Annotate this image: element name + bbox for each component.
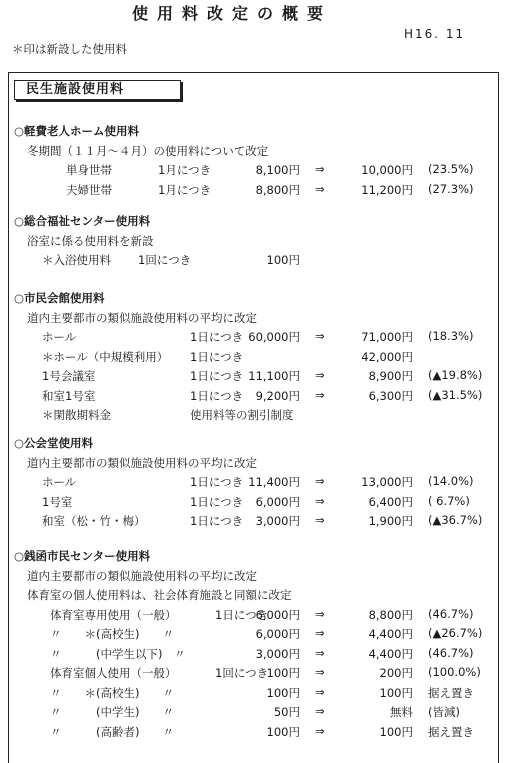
old-fee: 100円 bbox=[266, 253, 300, 267]
fee-unit: 使用料等の割引制度 bbox=[190, 408, 294, 422]
fee-row bbox=[0, 346, 507, 364]
fee-row bbox=[0, 662, 507, 680]
old-fee: 11,400円 bbox=[248, 475, 300, 489]
change-arrow: ⇒ bbox=[315, 645, 325, 660]
change-arrow: ⇒ bbox=[315, 684, 325, 699]
group-description: 冬期間（１１月〜４月）の使用料について改定 bbox=[27, 143, 269, 158]
fee-item-name: ホール bbox=[42, 330, 77, 344]
group-description: 道内主要都市の類似施設使用料の平均に改定 bbox=[27, 568, 257, 583]
group-description: 体育室の個人使用料は、社会体育施設と同額に改定 bbox=[27, 588, 292, 602]
group-description: 道内主要都市の類似施設使用料の平均に改定 bbox=[27, 455, 257, 470]
change-rate: (▲36.7%) bbox=[428, 513, 483, 527]
fee-row bbox=[0, 623, 507, 641]
group-description-line bbox=[0, 140, 507, 158]
fee-unit: 1日につき bbox=[190, 514, 244, 528]
fee-unit: 1日につき bbox=[190, 388, 244, 403]
change-arrow: ⇒ bbox=[315, 329, 325, 343]
document-date: H16. 11 bbox=[404, 27, 466, 41]
new-fee: 4,400円 bbox=[368, 646, 413, 661]
fee-item-name: ＊閑散期料金 bbox=[42, 408, 111, 422]
change-arrow: ⇒ bbox=[315, 368, 325, 382]
change-rate: (100.0%) bbox=[428, 665, 481, 679]
fee-item-name: 〃 (中学生以下) 〃 bbox=[50, 646, 186, 661]
page-title: 使用料改定の概要 bbox=[132, 4, 333, 23]
fee-row bbox=[0, 643, 507, 661]
group-heading: ○銭函市民センター使用料 bbox=[14, 549, 151, 563]
group-heading: ○総合福祉センター使用料 bbox=[14, 214, 151, 228]
fee-item-name: 体育室個人使用（一般） bbox=[50, 666, 177, 680]
fee-row bbox=[0, 471, 507, 489]
fee-row bbox=[0, 604, 507, 622]
group-description: 道内主要都市の類似施設使用料の平均に改定 bbox=[27, 310, 257, 325]
fee-item-name: 〃 ＊(高校生) 〃 bbox=[50, 685, 174, 700]
change-rate: (18.3%) bbox=[428, 329, 474, 343]
group-heading: ○軽費老人ホーム使用料 bbox=[14, 124, 140, 138]
change-arrow: ⇒ bbox=[315, 181, 325, 196]
section-title: 民生施設使用料 bbox=[26, 82, 125, 97]
fee-unit: 1日につき bbox=[190, 349, 244, 364]
fee-row bbox=[0, 510, 507, 528]
change-rate: (14.0%) bbox=[428, 474, 474, 488]
new-fee: 11,200円 bbox=[361, 182, 413, 197]
old-fee: 8,100円 bbox=[255, 163, 300, 177]
change-rate: (46.7%) bbox=[428, 645, 474, 660]
fee-item-name: 単身世帯 bbox=[66, 163, 112, 177]
fee-item-name: ＊ホール（中規模利用） bbox=[42, 349, 169, 364]
old-fee: 60,000円 bbox=[248, 330, 300, 344]
change-arrow: ⇒ bbox=[315, 723, 325, 738]
fee-unit: 1回につき bbox=[138, 253, 192, 267]
new-fee: 42,000円 bbox=[361, 349, 413, 364]
group-heading-line bbox=[0, 120, 507, 138]
change-rate: 据え置き bbox=[428, 724, 474, 739]
group-description-line bbox=[0, 584, 507, 602]
fee-unit: 1日につき bbox=[190, 475, 244, 489]
new-fee: 6,400円 bbox=[368, 494, 413, 509]
fee-row bbox=[0, 249, 507, 267]
group-heading-line bbox=[0, 287, 507, 305]
fee-item-name: 体育室専用使用（一般） bbox=[50, 607, 177, 622]
fee-item-name: 和室1号室 bbox=[42, 388, 96, 403]
change-rate: (▲26.7%) bbox=[428, 626, 483, 640]
fee-row bbox=[0, 326, 507, 344]
old-fee: 100円 bbox=[266, 666, 300, 680]
fee-unit: 1月につき bbox=[158, 163, 212, 177]
new-fee: 100円 bbox=[379, 724, 413, 739]
group-description-line bbox=[0, 307, 507, 325]
fee-item-name: 〃 ＊(高校生) 〃 bbox=[50, 627, 174, 641]
change-rate: (▲19.8%) bbox=[428, 368, 483, 382]
fee-item-name: 1号会議室 bbox=[42, 369, 96, 383]
fee-unit: 1日につき bbox=[190, 494, 244, 509]
fee-item-name: ホール bbox=[42, 475, 77, 489]
change-rate: (23.5%) bbox=[428, 162, 474, 176]
new-fee: 無料 bbox=[390, 705, 413, 719]
group-description: 浴室に係る使用料を新設 bbox=[27, 233, 154, 248]
change-rate: (▲31.5%) bbox=[428, 387, 483, 402]
fee-item-name: 和室（松・竹・梅） bbox=[42, 514, 146, 528]
old-fee: 100円 bbox=[266, 724, 300, 739]
fee-row bbox=[0, 365, 507, 383]
new-fee: 100円 bbox=[379, 685, 413, 700]
fee-item-name: 1号室 bbox=[42, 494, 73, 509]
new-fee: 6,300円 bbox=[368, 388, 413, 403]
change-arrow: ⇒ bbox=[315, 493, 325, 508]
new-fee: 8,800円 bbox=[368, 607, 413, 622]
change-rate: (46.7%) bbox=[428, 606, 474, 621]
new-fee: 10,000円 bbox=[361, 163, 413, 177]
old-fee: 11,100円 bbox=[248, 369, 300, 383]
change-rate: (皆減) bbox=[428, 705, 460, 719]
change-rate: ( 6.7%) bbox=[428, 493, 470, 508]
new-fee: 200円 bbox=[379, 666, 413, 680]
group-heading-line bbox=[0, 210, 507, 228]
fee-item-name: ＊入浴使用料 bbox=[42, 253, 111, 267]
group-heading-line bbox=[0, 545, 507, 563]
fee-unit: 1回につき bbox=[215, 666, 269, 680]
fee-row bbox=[0, 179, 507, 197]
fee-item-name: 〃 (中学生) 〃 bbox=[50, 705, 174, 719]
fee-item-name: 夫婦世帯 bbox=[66, 182, 112, 197]
new-fee: 71,000円 bbox=[361, 330, 413, 344]
legend-note: ＊印は新設した使用料 bbox=[12, 42, 127, 56]
fee-row bbox=[0, 404, 507, 422]
change-arrow: ⇒ bbox=[315, 162, 325, 176]
fee-row bbox=[0, 491, 507, 509]
fee-unit: 1日につき bbox=[190, 369, 244, 383]
fee-row bbox=[0, 385, 507, 403]
old-fee: 50円 bbox=[273, 705, 300, 719]
change-arrow: ⇒ bbox=[315, 513, 325, 527]
group-description-line bbox=[0, 565, 507, 583]
group-description-line bbox=[0, 452, 507, 470]
group-heading: ○公会堂使用料 bbox=[14, 436, 94, 450]
new-fee: 1,900円 bbox=[368, 514, 413, 528]
fee-row bbox=[0, 701, 507, 719]
change-rate: (27.3%) bbox=[428, 181, 474, 196]
old-fee: 3,000円 bbox=[255, 514, 300, 528]
old-fee: 6,000円 bbox=[255, 627, 300, 641]
fee-row bbox=[0, 159, 507, 177]
change-arrow: ⇒ bbox=[315, 474, 325, 488]
fee-unit: 1日につき bbox=[215, 607, 269, 622]
fee-unit: 1日につき bbox=[190, 330, 244, 344]
fee-row bbox=[0, 682, 507, 700]
old-fee: 6,000円 bbox=[255, 607, 300, 622]
old-fee: 6,000円 bbox=[255, 494, 300, 509]
new-fee: 8,900円 bbox=[368, 369, 413, 383]
group-heading: ○市民会館使用料 bbox=[14, 291, 105, 305]
old-fee: 3,000円 bbox=[255, 646, 300, 661]
change-arrow: ⇒ bbox=[315, 387, 325, 402]
fee-item-name: 〃 (高齢者) 〃 bbox=[50, 724, 174, 739]
change-arrow: ⇒ bbox=[315, 704, 325, 718]
group-description-line bbox=[0, 230, 507, 248]
change-rate: 据え置き bbox=[428, 685, 474, 700]
new-fee: 4,400円 bbox=[368, 627, 413, 641]
group-heading-line bbox=[0, 432, 507, 450]
old-fee: 100円 bbox=[266, 685, 300, 700]
old-fee: 8,800円 bbox=[255, 182, 300, 197]
change-arrow: ⇒ bbox=[315, 665, 325, 679]
fee-unit: 1月につき bbox=[158, 182, 212, 197]
change-arrow: ⇒ bbox=[315, 626, 325, 640]
change-arrow: ⇒ bbox=[315, 606, 325, 621]
new-fee: 13,000円 bbox=[361, 475, 413, 489]
old-fee: 9,200円 bbox=[255, 388, 300, 403]
fee-row bbox=[0, 721, 507, 739]
